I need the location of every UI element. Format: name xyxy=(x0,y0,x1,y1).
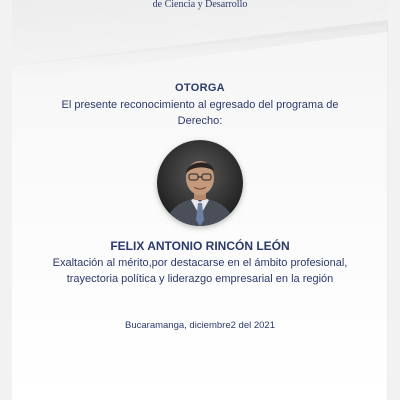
recipient-photo xyxy=(157,140,243,226)
portrait-image xyxy=(157,140,243,226)
header-subtitle: de Ciencia y Desarrollo xyxy=(152,0,248,10)
recognition-reason: Exaltación al mérito,por destacarse en el ámbito profesional, trayectoria política y liderazgo empresarial en la región xyxy=(52,257,348,285)
place-date: Bucaramanga, diciembre2 del 2021 xyxy=(125,320,275,331)
intro-text: El presente reconocimiento al egresado del programa de Derecho: xyxy=(61,99,339,127)
recipient-name: FELIX ANTONIO RINCÓN LEÓN xyxy=(110,239,290,253)
left-margin xyxy=(0,0,12,400)
award-heading: OTORGA xyxy=(175,82,225,94)
right-margin xyxy=(387,0,400,400)
